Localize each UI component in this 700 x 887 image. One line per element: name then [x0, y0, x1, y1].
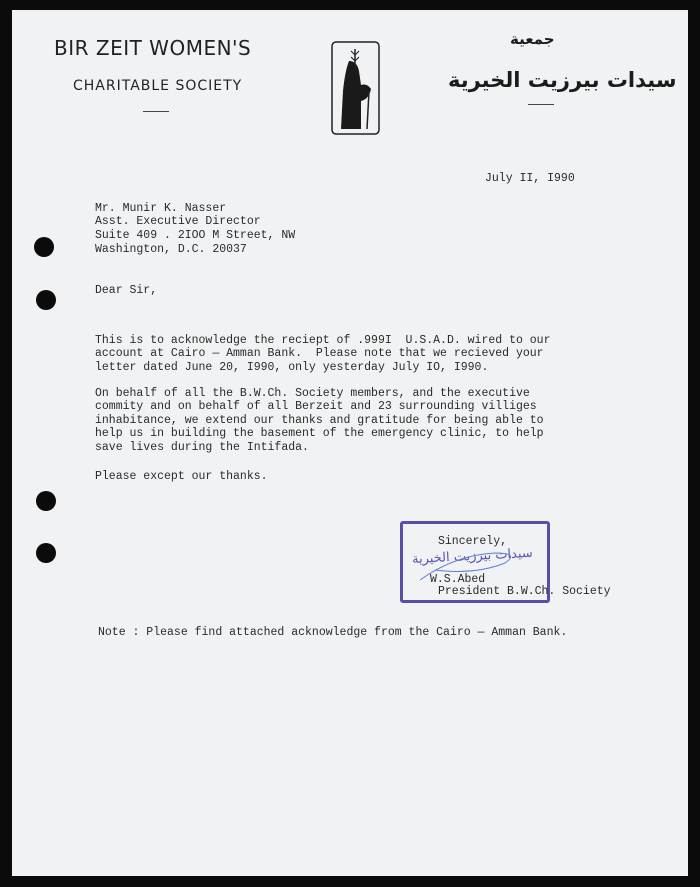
org-name-line1: BIR ZEIT WOMEN'S	[54, 36, 252, 60]
recipient-address2: Washington, D.C. 20037	[95, 243, 247, 256]
divider	[528, 104, 554, 105]
body-line: On behalf of all the B.W.Ch. Society members, and the executive	[95, 386, 530, 400]
binder-hole	[34, 237, 54, 257]
note: Note : Please find attached acknowledge from the Cairo — Amman Bank.	[98, 626, 568, 639]
body-line: help us in building the basement of the emergency clinic, to help	[95, 427, 544, 440]
body-line: account at Cairo — Amman Bank. Please note that we recieved your	[95, 347, 544, 360]
body-line: Please except our thanks.	[95, 469, 268, 483]
salutation: Dear Sir,	[95, 284, 158, 297]
stamp-text: سيدات بيرزيت الخيرية	[411, 545, 534, 568]
recipient-address1: Suite 409 . 2IOO M Street, NW	[95, 229, 296, 242]
body-line: inhabitance, we extend our thanks and gratitude for being able to	[95, 413, 544, 427]
letter-date: July II, I990	[485, 172, 575, 185]
divider	[143, 111, 169, 112]
signature	[415, 545, 525, 585]
arabic-org-line2: سيدات بيرزيت الخيرية	[448, 68, 677, 92]
recipient-title: Asst. Executive Director	[95, 215, 261, 228]
org-name-line2: CHARITABLE SOCIETY	[73, 78, 243, 94]
signer-title: President B.W.Ch. Society	[438, 585, 611, 598]
body-line: save lives during the Intifada.	[95, 440, 309, 454]
arabic-org-line1: جمعية	[510, 30, 555, 48]
society-logo	[331, 41, 381, 136]
body-line: This is to acknowledge the reciept of .999I U.S.A.D. wired to our	[95, 333, 551, 347]
body-paragraph-3	[95, 456, 268, 497]
body-line: letter dated June 20, I990, only yesterday July IO, I990.	[95, 360, 489, 374]
binder-hole	[36, 491, 56, 511]
closing: Sincerely,	[438, 535, 508, 548]
binder-hole	[36, 290, 56, 310]
body-paragraph-2	[95, 373, 544, 468]
recipient-name: Mr. Munir K. Nasser	[95, 202, 227, 215]
body-line: commity and on behalf of all Berzeit and 23 surrounding villiges	[95, 400, 537, 413]
signer-name: W.S.Abed	[430, 573, 486, 586]
binder-hole	[36, 543, 56, 563]
